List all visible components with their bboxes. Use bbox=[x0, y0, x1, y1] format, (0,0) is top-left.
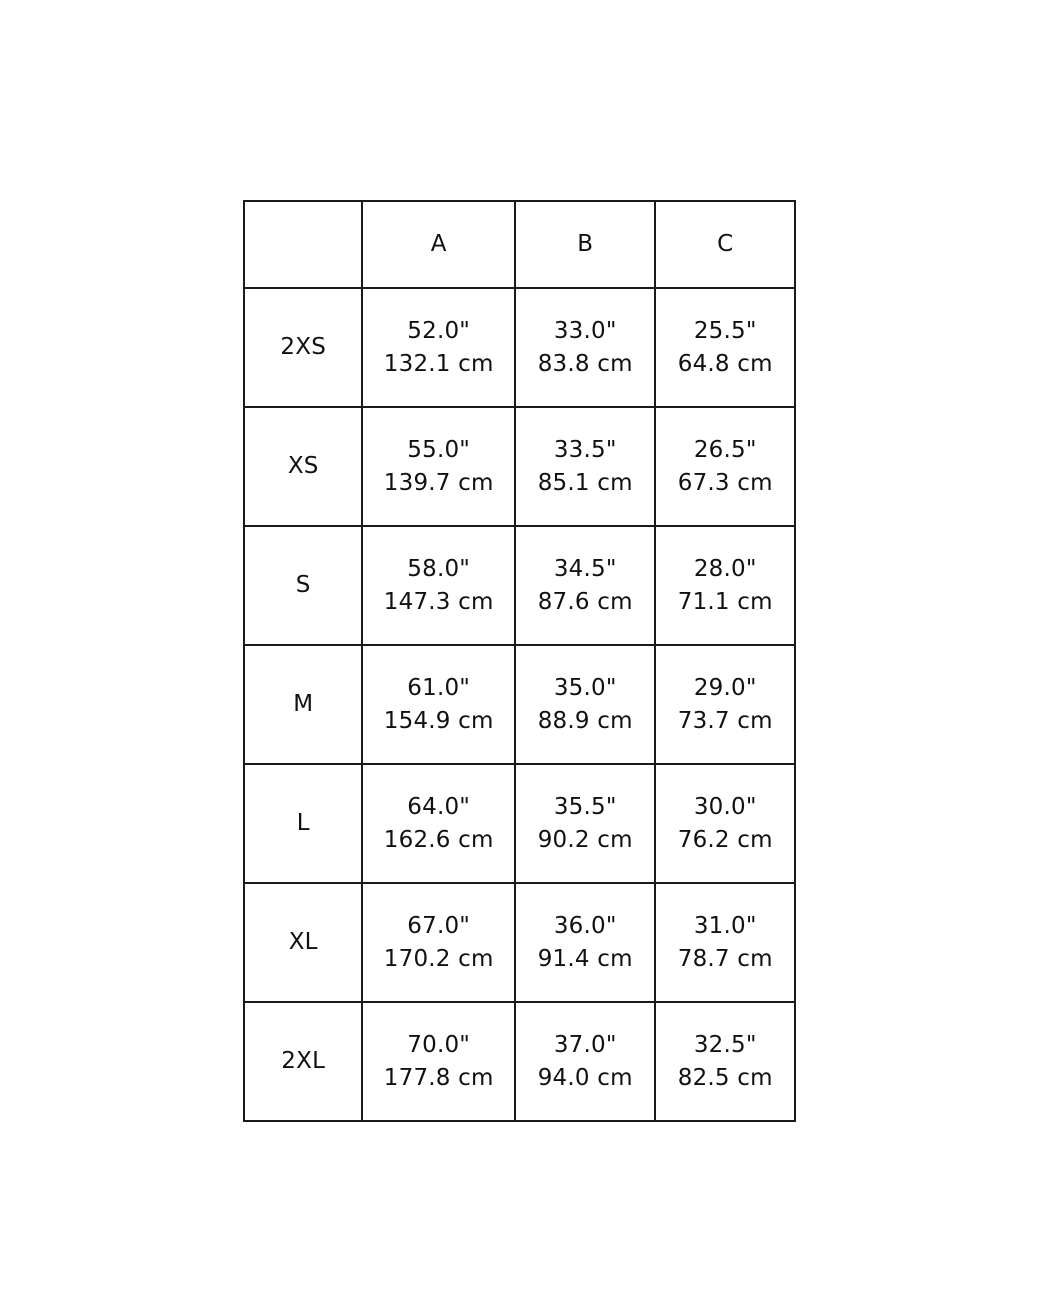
inch-value: 70.0" bbox=[407, 1031, 471, 1058]
inch-value: 55.0" bbox=[407, 436, 471, 463]
size-label: L bbox=[244, 764, 362, 883]
table-row bbox=[244, 526, 795, 645]
table-row bbox=[244, 883, 795, 1002]
table-row bbox=[244, 764, 795, 883]
measurement-cell-a bbox=[362, 764, 515, 883]
cm-value: 82.5 cm bbox=[677, 1064, 773, 1091]
cm-value: 73.7 cm bbox=[677, 707, 773, 734]
measurement-cell-a bbox=[362, 407, 515, 526]
cm-value: 139.7 cm bbox=[383, 469, 494, 496]
table-row bbox=[244, 288, 795, 407]
inch-value: 35.0" bbox=[553, 674, 617, 701]
cm-value: 83.8 cm bbox=[537, 350, 633, 377]
measurement-cell-b bbox=[515, 526, 656, 645]
inch-value: 36.0" bbox=[553, 912, 617, 939]
inch-value: 32.5" bbox=[693, 1031, 757, 1058]
cm-value: 71.1 cm bbox=[677, 588, 773, 615]
inch-value: 34.5" bbox=[553, 555, 617, 582]
cm-value: 88.9 cm bbox=[537, 707, 633, 734]
cm-value: 64.8 cm bbox=[677, 350, 773, 377]
inch-value: 26.5" bbox=[693, 436, 757, 463]
cm-value: 94.0 cm bbox=[537, 1064, 633, 1091]
table-row bbox=[244, 645, 795, 764]
inch-value: 25.5" bbox=[693, 317, 757, 344]
inch-value: 64.0" bbox=[407, 793, 471, 820]
measurement-cell-c bbox=[655, 407, 795, 526]
inch-value: 67.0" bbox=[407, 912, 471, 939]
size-label: XS bbox=[244, 407, 362, 526]
measurement-cell-c bbox=[655, 288, 795, 407]
size-label: 2XL bbox=[244, 1002, 362, 1121]
cm-value: 78.7 cm bbox=[677, 945, 773, 972]
table-row bbox=[244, 407, 795, 526]
measurement-cell-a bbox=[362, 526, 515, 645]
cm-value: 170.2 cm bbox=[383, 945, 494, 972]
inch-value: 29.0" bbox=[693, 674, 757, 701]
inch-value: 52.0" bbox=[407, 317, 471, 344]
measurement-cell-a bbox=[362, 1002, 515, 1121]
size-label: S bbox=[244, 526, 362, 645]
inch-value: 35.5" bbox=[553, 793, 617, 820]
inch-value: 33.0" bbox=[553, 317, 617, 344]
measurement-cell-c bbox=[655, 764, 795, 883]
measurement-cell-a bbox=[362, 645, 515, 764]
cm-value: 162.6 cm bbox=[383, 826, 494, 853]
size-label: 2XS bbox=[244, 288, 362, 407]
measurement-cell-b bbox=[515, 407, 656, 526]
header-row bbox=[244, 201, 795, 288]
cm-value: 87.6 cm bbox=[537, 588, 633, 615]
corner-cell bbox=[244, 201, 362, 288]
inch-value: 58.0" bbox=[407, 555, 471, 582]
size-label: XL bbox=[244, 883, 362, 1002]
inch-value: 30.0" bbox=[693, 793, 757, 820]
measurement-cell-c bbox=[655, 526, 795, 645]
inch-value: 31.0" bbox=[693, 912, 757, 939]
cm-value: 85.1 cm bbox=[537, 469, 633, 496]
inch-value: 28.0" bbox=[693, 555, 757, 582]
cm-value: 147.3 cm bbox=[383, 588, 494, 615]
cm-value: 91.4 cm bbox=[537, 945, 633, 972]
cm-value: 67.3 cm bbox=[677, 469, 773, 496]
cm-value: 154.9 cm bbox=[383, 707, 494, 734]
size-chart-table bbox=[243, 200, 796, 1122]
measurement-cell-b bbox=[515, 764, 656, 883]
inch-value: 33.5" bbox=[553, 436, 617, 463]
cm-value: 76.2 cm bbox=[677, 826, 773, 853]
measurement-cell-b bbox=[515, 1002, 656, 1121]
table-row bbox=[244, 1002, 795, 1121]
cm-value: 132.1 cm bbox=[383, 350, 494, 377]
cm-value: 177.8 cm bbox=[383, 1064, 494, 1091]
measurement-cell-b bbox=[515, 288, 656, 407]
measurement-cell-c bbox=[655, 1002, 795, 1121]
inch-value: 37.0" bbox=[553, 1031, 617, 1058]
size-label: M bbox=[244, 645, 362, 764]
measurement-cell-b bbox=[515, 645, 656, 764]
column-header-b: B bbox=[515, 201, 656, 288]
column-header-c: C bbox=[655, 201, 795, 288]
measurement-cell-b bbox=[515, 883, 656, 1002]
cm-value: 90.2 cm bbox=[537, 826, 633, 853]
measurement-cell-a bbox=[362, 288, 515, 407]
measurement-cell-c bbox=[655, 645, 795, 764]
measurement-cell-a bbox=[362, 883, 515, 1002]
inch-value: 61.0" bbox=[407, 674, 471, 701]
measurement-cell-c bbox=[655, 883, 795, 1002]
column-header-a: A bbox=[362, 201, 515, 288]
